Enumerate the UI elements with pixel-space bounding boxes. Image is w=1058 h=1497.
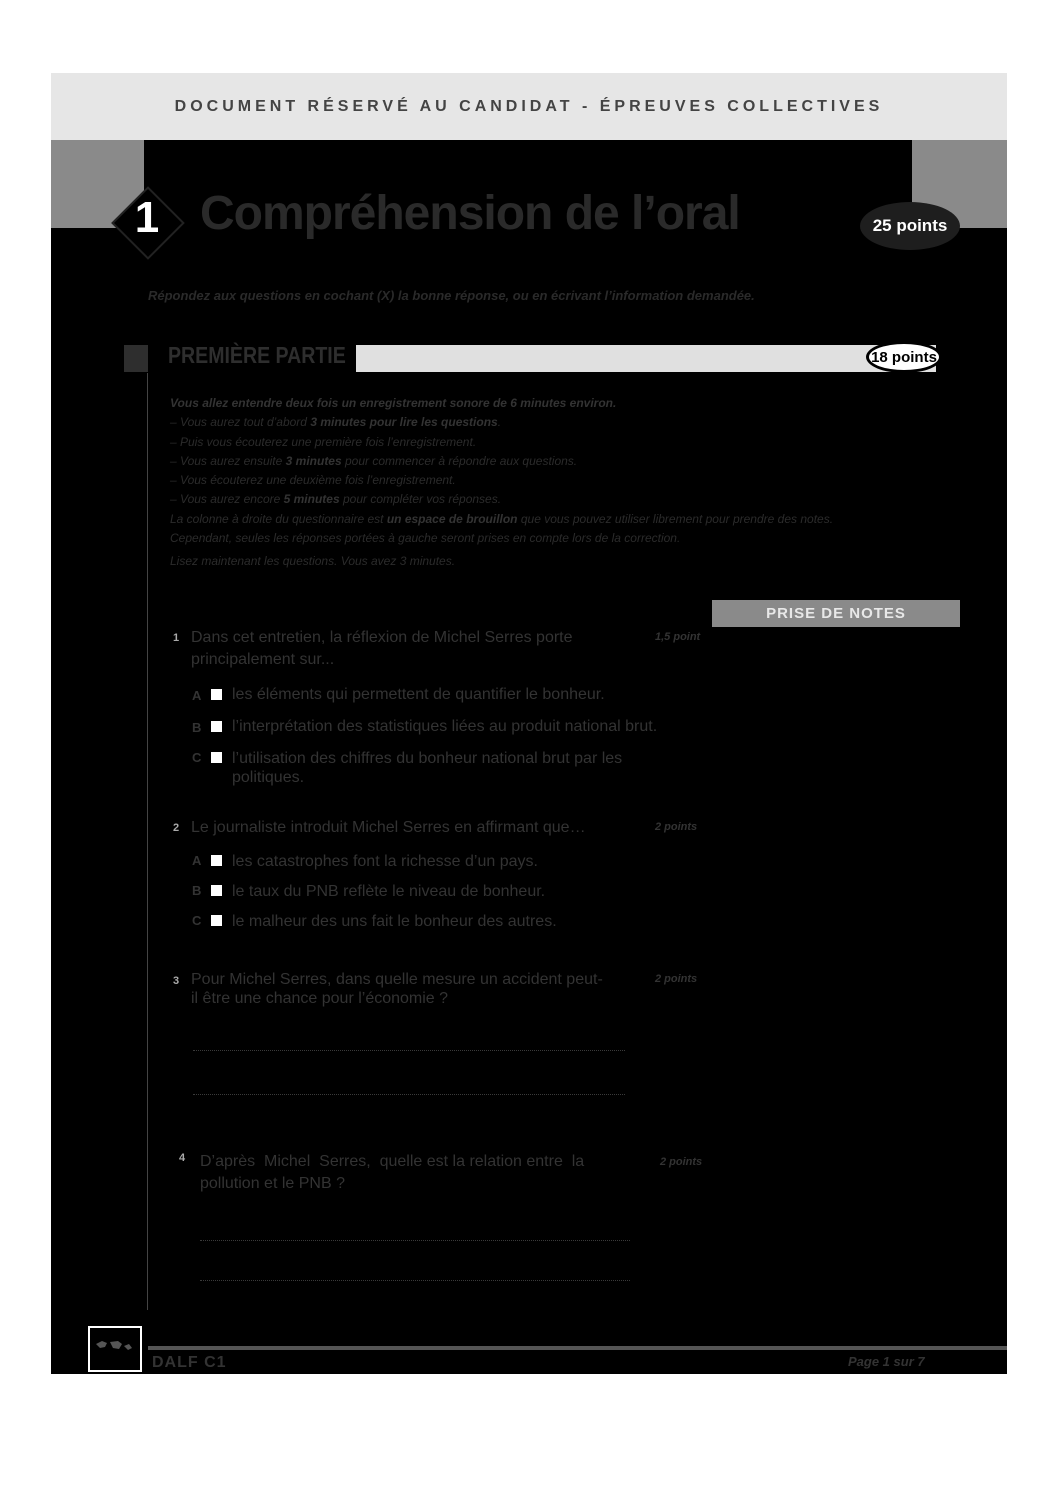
instruction-line: La colonne à droite du questionnaire est un espace de brouillon que vous pouvez utiliser librement pour prendre des notes. — [170, 511, 834, 526]
world-map-icon — [90, 1328, 140, 1370]
section-title: Compréhension de l’oral — [200, 187, 740, 240]
main-instructions: Répondez aux questions en cochant (X) la bonne réponse, ou en écrivant l’information demandée. — [148, 288, 755, 303]
dalf-logo-icon — [88, 1326, 142, 1372]
answer-checkbox[interactable] — [211, 689, 222, 700]
part-points-badge: 18 points — [866, 341, 942, 373]
answer-line[interactable] — [193, 1050, 625, 1051]
part-instructions — [170, 394, 833, 572]
instruction-line: – Vous écouterez une deuxième fois l’enregistrement. — [170, 473, 456, 488]
instruction-line: – Puis vous écouterez une première fois l’enregistrement. — [170, 434, 477, 449]
question-points: 1,5 point — [655, 631, 701, 643]
answer-checkbox[interactable] — [211, 752, 222, 763]
exam-code: DALF C1 — [152, 1354, 227, 1371]
option-text: les catastrophes font la richesse d’un pays. — [232, 853, 538, 870]
question-text: Dans cet entretien, la réflexion de Michel Serres porte principalement sur... — [191, 629, 573, 668]
instruction-line: Vous allez entendre deux fois un enregistrement sonore de 6 minutes environ. — [170, 396, 617, 410]
notes-header: PRISE DE NOTES — [712, 600, 960, 627]
instruction-line: – Vous aurez tout d’abord 3 minutes pour lire les questions. — [170, 415, 502, 430]
answer-checkbox[interactable] — [211, 915, 222, 926]
header-banner: DOCUMENT RÉSERVÉ AU CANDIDAT - ÉPREUVES COLLECTIVES — [51, 73, 1007, 140]
answer-checkbox[interactable] — [211, 721, 222, 732]
question-points: 2 points — [660, 1156, 703, 1168]
option-letter: A — [192, 853, 202, 868]
answer-line[interactable] — [193, 1094, 625, 1095]
section-number-badge — [112, 187, 182, 257]
answer-line[interactable] — [200, 1240, 630, 1241]
part-title-bar — [356, 345, 936, 372]
answer-checkbox[interactable] — [211, 855, 222, 866]
option-letter: B — [192, 883, 202, 898]
question-text: Le journaliste introduit Michel Serres en affirmant que… — [191, 819, 586, 836]
option-letter: C — [192, 750, 202, 765]
question-points: 2 points — [655, 821, 698, 833]
question-number: 2 — [173, 822, 180, 834]
footer-rule — [148, 1346, 1007, 1350]
option-text: l’interprétation des statistiques liées au produit national brut. — [232, 718, 658, 735]
option-letter: A — [192, 688, 202, 703]
question-number: 3 — [173, 975, 180, 987]
question-text: D’après Michel Serres, quelle est la relation entre la pollution et le PNB ? — [200, 1153, 585, 1192]
option-letter: C — [192, 913, 202, 928]
answer-checkbox[interactable] — [211, 885, 222, 896]
option-text: les éléments qui permettent de quantifier le bonheur. — [232, 686, 605, 703]
question-number: 1 — [173, 632, 180, 644]
instruction-line: – Vous aurez ensuite 3 minutes pour commencer à répondre aux questions. — [170, 453, 578, 468]
option-letter: B — [192, 720, 202, 735]
instruction-line: Cependant, seules les réponses portées à gauche seront prises en compte lors de la correction. — [170, 531, 681, 546]
option-text: l’utilisation des chiffres du bonheur national brut par les politiques. — [232, 750, 623, 786]
question-number: 4 — [179, 1152, 186, 1164]
part-title: PREMIÈRE PARTIE — [168, 342, 346, 368]
part-marker — [124, 345, 148, 372]
question-text: Pour Michel Serres, dans quelle mesure un accident peut- il être une chance pour l’économie ? — [191, 971, 603, 1007]
answer-line[interactable] — [200, 1280, 630, 1281]
section-points-badge: 25 points — [860, 202, 960, 250]
option-text: le malheur des uns fait le bonheur des autres. — [232, 913, 557, 930]
page-number: Page 1 sur 7 — [848, 1354, 925, 1369]
option-text: le taux du PNB reflète le niveau de bonheur. — [232, 883, 546, 900]
question-points: 2 points — [655, 973, 698, 985]
instruction-line: – Vous aurez encore 5 minutes pour compléter vos réponses. — [170, 492, 502, 507]
instruction-line: Lisez maintenant les questions. Vous avez 3 minutes. — [170, 554, 456, 569]
part-vertical-rule — [147, 373, 148, 1310]
section-number: 1 — [134, 193, 160, 242]
